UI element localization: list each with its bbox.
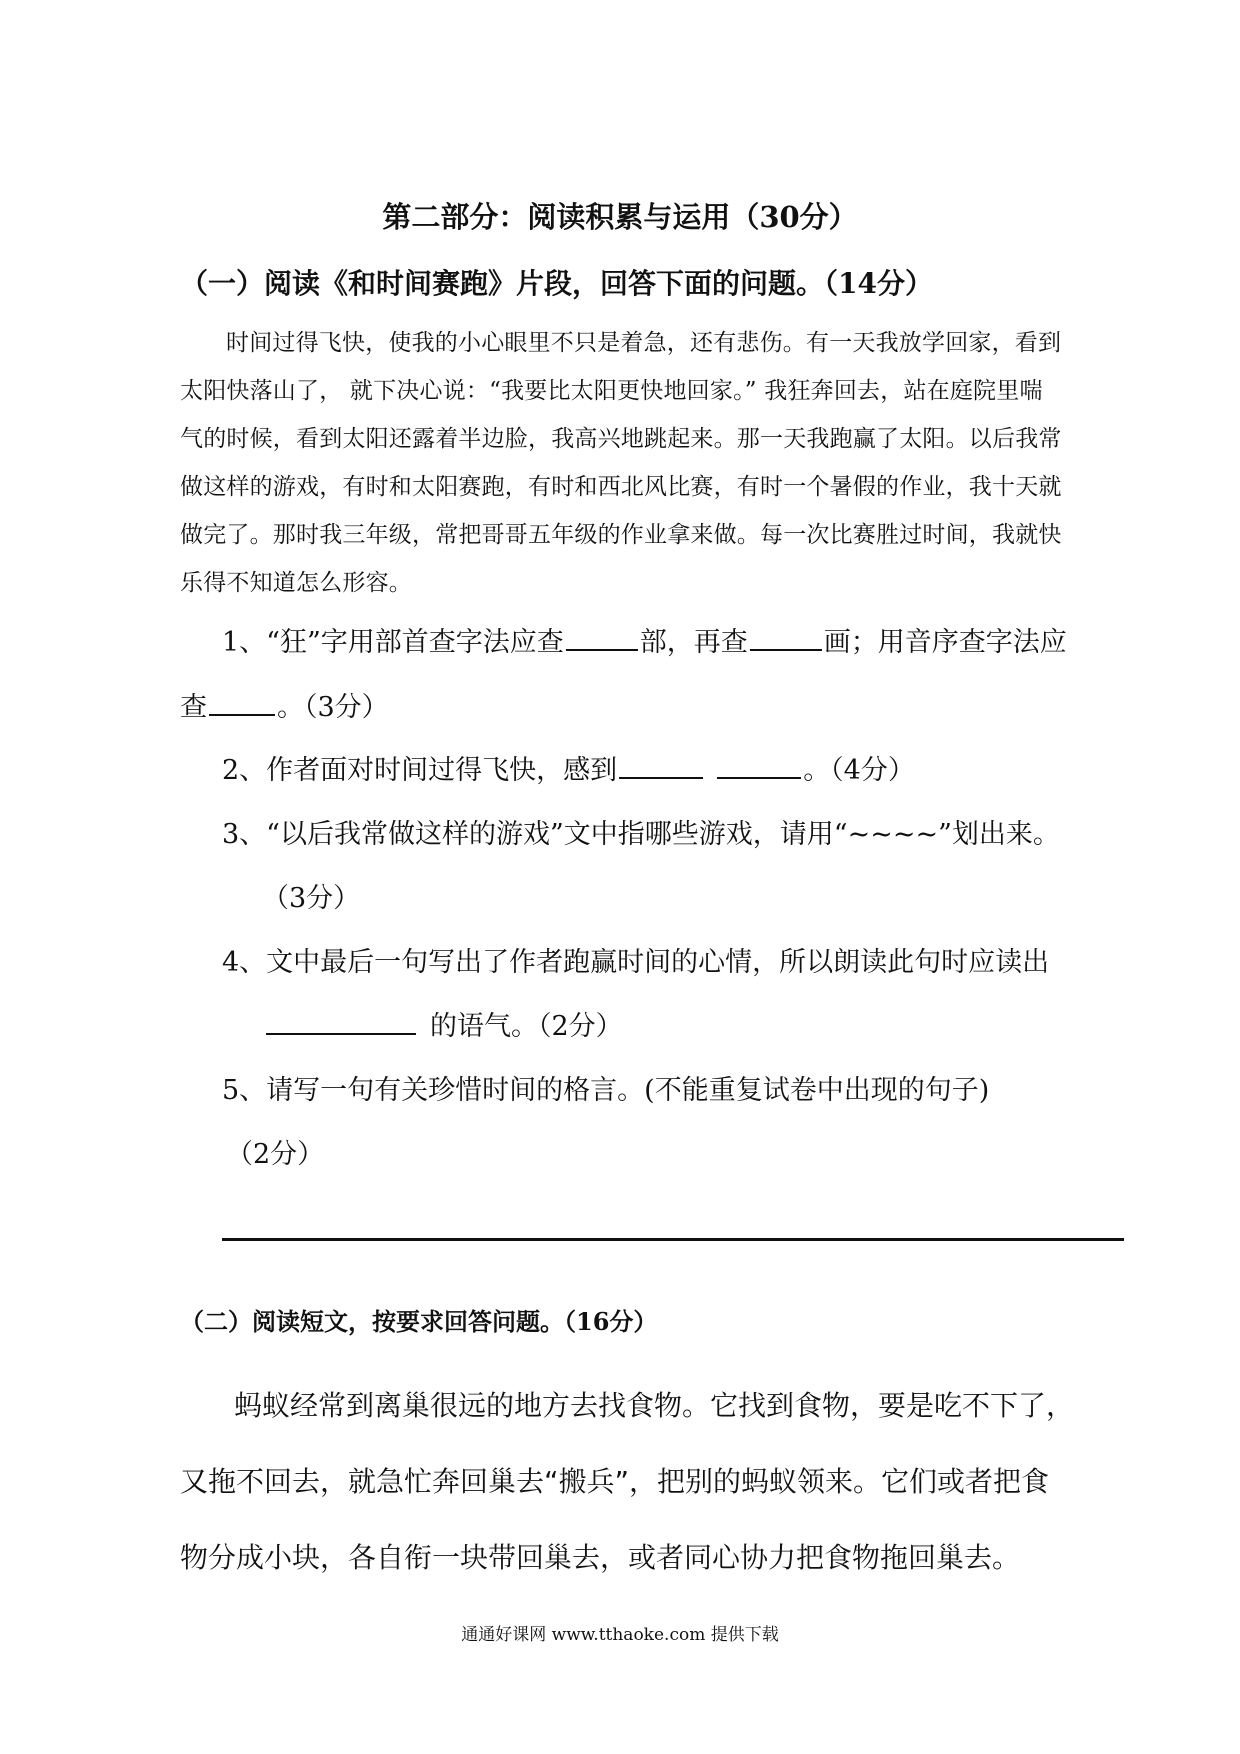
question-1	[222, 620, 1067, 659]
q2-text-a: 2、作者面对时间过得飞快，感到	[222, 755, 618, 786]
page-title: 第二部分：阅读积累与运用（30分）	[382, 200, 858, 234]
section1-heading: （一）阅读《和时间赛跑》片段，回答下面的问题。（14分）	[180, 267, 933, 300]
question-4-cont	[264, 1004, 623, 1043]
q2-blank-2[interactable]	[717, 751, 801, 779]
passage1-line: 时间过得飞快，使我的小心眼里不只是着急，还有悲伤。有一天我放学回家，看到	[226, 330, 1062, 356]
q1-text-a: 1、“狂”字用部首查字法应查	[222, 627, 564, 658]
q5-answer-line[interactable]	[222, 1238, 1124, 1241]
question-4: 4、文中最后一句写出了作者跑赢时间的心情，所以朗读此句时应读出	[222, 947, 1050, 978]
page-footer: 通通好课网 www.tthaoke.com 提供下载	[461, 1625, 779, 1645]
q1-text-d: 查	[180, 692, 207, 723]
passage1-line: 气的时候，看到太阳还露着半边脸，我高兴地跳起来。那一天我跑赢了太阳。以后我常	[180, 426, 1062, 452]
passage2-line: 蚂蚁经常到离巢很远的地方去找食物。它找到食物，要是吃不下了，	[234, 1389, 1075, 1422]
q1-text-c: 画；用音序查字法应	[823, 627, 1067, 658]
q2-text-b: 。（4分）	[803, 755, 915, 786]
passage1-line: 做完了。那时我三年级，常把哥哥五年级的作业拿来做。每一次比赛胜过时间，我就快	[180, 522, 1062, 548]
q1-blank-strokes[interactable]	[750, 623, 822, 651]
section2-heading: （二）阅读短文，按要求回答问题。（16分）	[180, 1307, 658, 1336]
passage1-line: 太阳快落山了， 就下决心说：“我要比太阳更快地回家。” 我狂奔回去，站在庭院里喘	[180, 378, 1043, 404]
question-2	[222, 748, 915, 787]
passage2-line: 物分成小块，各自衔一块带回巢去，或者同心协力把食物拖回巢去。	[180, 1541, 1021, 1574]
q1-text-e: 。（3分）	[277, 692, 389, 723]
q1-text-b: 部，再查	[639, 627, 748, 658]
question-3: 3、“以后我常做这样的游戏”文中指哪些游戏，请用“~~~~”划出来。	[222, 819, 1060, 850]
question-5-score: （2分）	[226, 1139, 325, 1170]
passage1-line: 做这样的游戏，有时和太阳赛跑，有时和西北风比赛，有时一个暑假的作业，我十天就	[180, 474, 1062, 500]
question-3-score: （3分）	[262, 883, 361, 914]
q4-text: 的语气。（2分）	[430, 1011, 623, 1042]
q1-blank-letter[interactable]	[209, 688, 275, 716]
q1-blank-radical[interactable]	[566, 623, 638, 651]
passage1-line: 乐得不知道怎么形容。	[180, 570, 412, 596]
question-1-cont	[180, 685, 389, 724]
passage2-line: 又拖不回去，就急忙奔回巢去“搬兵”，把别的蚂蚁领来。它们或者把食	[180, 1465, 1050, 1498]
question-5: 5、请写一句有关珍惜时间的格言。(不能重复试卷中出现的句子)	[222, 1075, 990, 1106]
q2-blank-1[interactable]	[619, 751, 703, 779]
q4-blank-tone[interactable]	[266, 1007, 416, 1035]
